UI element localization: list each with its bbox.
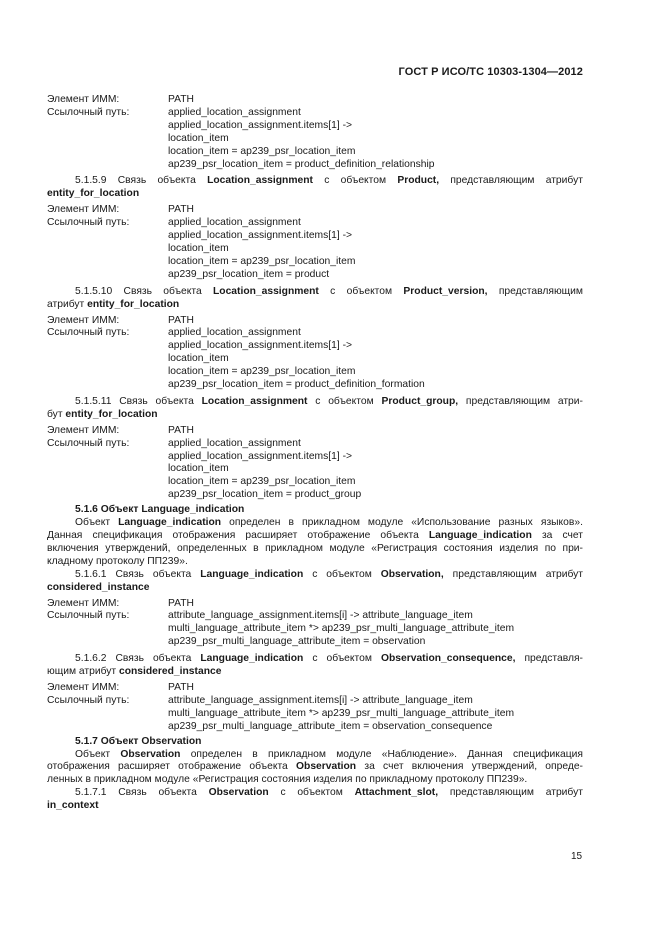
reference-path-label: Ссылочный путь: xyxy=(47,694,130,706)
path-line: applied_location_assignment.items[1] -> xyxy=(168,119,353,131)
clause-text: Связь объекта xyxy=(117,175,196,187)
mapping-block-3 xyxy=(47,425,583,502)
attribute-name: in_context xyxy=(47,800,99,812)
clause-number: 5.1.6.2 xyxy=(75,653,107,665)
imm-element-value: PATH xyxy=(168,94,194,105)
imm-element-value: PATH xyxy=(168,314,194,326)
page-number: 15 xyxy=(571,851,583,862)
imm-element-row xyxy=(47,94,583,107)
entity-name: Product_version, xyxy=(403,285,488,297)
reference-path-lines xyxy=(168,695,583,734)
attribute-name: entity_for_location xyxy=(87,298,180,310)
path-line: applied_location_assignment xyxy=(168,106,301,118)
reference-path-label: Ссылочный путь: xyxy=(47,217,130,229)
body-line: ленных в прикладном модуле «Регистрация состояния изделия по прикладному протоколу ПП239». xyxy=(47,774,528,786)
clause-heading-5-1-5-9 xyxy=(47,175,583,188)
clause-text: бут xyxy=(47,408,63,420)
imm-element-value: PATH xyxy=(168,204,194,216)
reference-path-label: Ссылочный путь: xyxy=(47,610,130,622)
body-line: включения утверждений, определенных в прикладном модуле «Регистрация состояния изделия по при- xyxy=(47,542,583,554)
entity-name: Attachment_slot, xyxy=(354,787,439,799)
entity-name: Product, xyxy=(397,175,440,187)
path-line: applied_location_assignment.items[1] -> xyxy=(168,340,353,352)
clause-text: с объектом xyxy=(330,285,393,297)
clause-attribute-line xyxy=(47,666,583,679)
clause-text: Связь объекта xyxy=(115,568,192,580)
imm-element-label: Элемент ИММ: xyxy=(47,681,120,693)
reference-path-lines xyxy=(168,217,583,282)
clause-heading-5-1-6-1 xyxy=(47,569,583,582)
entity-name: Location_assignment xyxy=(213,285,319,297)
imm-element-label: Элемент ИММ: xyxy=(47,94,120,105)
clause-number: 5.1.5.9 xyxy=(75,175,107,187)
body-text: определен в прикладном модуле «Наблюдение». Данная спецификация xyxy=(190,748,583,760)
clause-attribute-line xyxy=(47,299,583,312)
path-line: applied_location_assignment xyxy=(168,327,301,339)
section-number: 5.1.6 xyxy=(75,504,98,516)
reference-path-lines xyxy=(168,438,583,503)
entity-name: Observation xyxy=(208,787,269,799)
clause-heading-5-1-5-10 xyxy=(47,286,583,299)
path-line: location_item xyxy=(168,353,229,365)
clause-number: 5.1.5.11 xyxy=(75,395,112,407)
path-line: ap239_psr_multi_language_attribute_item = observation_consequence xyxy=(168,720,493,732)
attribute-name: considered_instance xyxy=(119,666,222,678)
path-line: multi_language_attribute_item *> ap239_psr_multi_language_attribute_item xyxy=(168,707,515,719)
body-text: Объект xyxy=(75,517,111,529)
reference-path-label: Ссылочный путь: xyxy=(47,106,130,118)
reference-path-row xyxy=(47,327,583,392)
path-line: location_item xyxy=(168,242,229,254)
clause-text: представляющим атри- xyxy=(465,395,583,407)
body-text: Объект xyxy=(75,748,111,760)
standard-designation: ГОСТ Р ИСО/ТС 10303-1304—2012 xyxy=(398,66,583,78)
clause-text: представляющим атрибут xyxy=(450,175,583,187)
clause-text: Связь объекта xyxy=(115,653,192,665)
path-line: location_item = ap239_psr_location_item xyxy=(168,476,356,488)
clause-heading-5-1-5-11 xyxy=(47,396,583,409)
imm-element-label: Элемент ИММ: xyxy=(47,597,120,609)
body-line xyxy=(47,530,583,543)
mapping-block-5 xyxy=(47,682,583,734)
body-text: определен в прикладном модуле «Использование разных языков». xyxy=(229,517,583,529)
imm-element-label: Элемент ИММ: xyxy=(47,424,120,436)
path-line: location_item xyxy=(168,463,229,475)
reference-path-row xyxy=(47,438,583,503)
imm-element-row xyxy=(47,598,583,611)
section-title-5-1-6 xyxy=(47,504,583,517)
mapping-block-1 xyxy=(47,204,583,281)
body-text: отображения расширяет отображение объекта xyxy=(47,761,288,773)
body-text: Данная спецификация отображения расширяет отображение объекта xyxy=(47,530,419,541)
clause-text: ющим атрибут xyxy=(47,666,117,678)
path-line: ap239_psr_location_item = product_definition_formation xyxy=(168,379,425,391)
clause-text: с объектом xyxy=(280,787,343,799)
mapping-block-2 xyxy=(47,315,583,392)
path-line: applied_location_assignment xyxy=(168,217,301,229)
clause-heading-5-1-7-1 xyxy=(47,787,583,800)
clause-number: 5.1.7.1 xyxy=(75,787,107,799)
entity-name: Observation_consequence, xyxy=(380,653,516,665)
clause-text: представляющим атрибут xyxy=(449,787,583,799)
body-line xyxy=(47,761,583,774)
path-line: location_item xyxy=(168,132,229,144)
section-title-5-1-7 xyxy=(47,736,583,749)
clause-attribute-line xyxy=(47,409,583,422)
entity-name: Language_indication xyxy=(428,530,532,541)
section-word: Объект xyxy=(100,504,139,516)
reference-path-lines xyxy=(168,107,583,172)
path-line: applied_location_assignment xyxy=(168,437,301,449)
section-word: Объект xyxy=(100,735,139,747)
imm-element-label: Элемент ИММ: xyxy=(47,314,120,326)
body-text: за счет xyxy=(541,530,583,541)
clause-attribute-line xyxy=(47,188,583,201)
entity-name: Observation xyxy=(120,748,181,760)
clause-number: 5.1.5.10 xyxy=(75,285,113,297)
imm-element-label: Элемент ИММ: xyxy=(47,204,120,216)
entity-name: Observation, xyxy=(380,568,444,580)
entity-name: Language_indication xyxy=(200,653,304,665)
path-line: attribute_language_assignment.items[i] -> attribute_language_item xyxy=(168,610,473,622)
path-line: ap239_psr_location_item = product_group xyxy=(168,489,362,501)
entity-name: Observation xyxy=(141,735,202,747)
reference-path-label: Ссылочный путь: xyxy=(47,327,130,339)
mapping-block-4 xyxy=(47,598,583,650)
clause-text: Связь объекта xyxy=(123,285,202,297)
entity-name: Product_group, xyxy=(381,395,459,407)
entity-name: Observation xyxy=(296,761,357,773)
clause-text: с объектом xyxy=(324,175,387,187)
clause-text: с объектом xyxy=(312,568,372,580)
path-line: location_item = ap239_psr_location_item xyxy=(168,145,356,157)
entity-name: Location_assignment xyxy=(201,395,308,407)
body-text: за счет включения утверждений, опреде- xyxy=(364,761,583,773)
imm-element-row xyxy=(47,682,583,695)
clause-text: с объектом xyxy=(312,653,372,665)
reference-path-lines xyxy=(168,327,583,392)
reference-path-row xyxy=(47,217,583,282)
path-line: multi_language_attribute_item *> ap239_psr_multi_language_attribute_item xyxy=(168,623,515,635)
path-line: ap239_psr_location_item = product xyxy=(168,268,330,280)
reference-path-row xyxy=(47,107,583,172)
attribute-name: considered_instance xyxy=(47,581,150,593)
path-line: ap239_psr_multi_language_attribute_item = observation xyxy=(168,636,426,648)
clause-text: атрибут xyxy=(47,298,85,310)
section-number: 5.1.7 xyxy=(75,735,98,747)
attribute-name: entity_for_location xyxy=(47,188,140,200)
imm-element-value: PATH xyxy=(168,681,194,693)
clause-text: представля- xyxy=(524,653,583,665)
attribute-name: entity_for_location xyxy=(65,408,158,420)
reference-path-label: Ссылочный путь: xyxy=(47,437,130,449)
path-line: location_item = ap239_psr_location_item xyxy=(168,366,356,378)
clause-heading-5-1-6-2 xyxy=(47,653,583,666)
clause-text: Связь объекта xyxy=(119,395,194,407)
clause-text: представляющим атрибут xyxy=(452,568,583,580)
path-line: applied_location_assignment.items[1] -> xyxy=(168,230,353,242)
clause-text: с объектом xyxy=(315,395,374,407)
body-line xyxy=(47,517,583,530)
imm-element-value: PATH xyxy=(168,424,194,436)
reference-path-row xyxy=(47,610,583,649)
reference-path-lines xyxy=(168,610,583,649)
clause-attribute-line xyxy=(47,582,583,595)
entity-name: Location_assignment xyxy=(207,175,313,187)
path-line: location_item = ap239_psr_location_item xyxy=(168,255,356,267)
clause-number: 5.1.6.1 xyxy=(75,568,107,580)
clause-text: Связь объекта xyxy=(118,787,197,799)
path-line: applied_location_assignment.items[1] -> xyxy=(168,450,353,462)
mapping-block-0 xyxy=(47,94,583,171)
entity-name: Language_indication xyxy=(200,568,304,580)
entity-name: Language_indication xyxy=(118,517,222,529)
path-line: attribute_language_assignment.items[i] -> attribute_language_item xyxy=(168,694,473,706)
page-content xyxy=(47,94,583,813)
imm-element-row xyxy=(47,315,583,328)
clause-text: представляющим xyxy=(498,285,583,297)
reference-path-row xyxy=(47,695,583,734)
entity-name: Language_indication xyxy=(141,504,245,516)
clause-attribute-line xyxy=(47,800,583,813)
imm-element-row xyxy=(47,425,583,438)
body-line: кладному протоколу ПП239». xyxy=(47,555,188,567)
imm-element-row xyxy=(47,204,583,217)
imm-element-value: PATH xyxy=(168,597,194,609)
path-line: ap239_psr_location_item = product_definition_relationship xyxy=(168,158,435,170)
body-line xyxy=(47,749,583,762)
